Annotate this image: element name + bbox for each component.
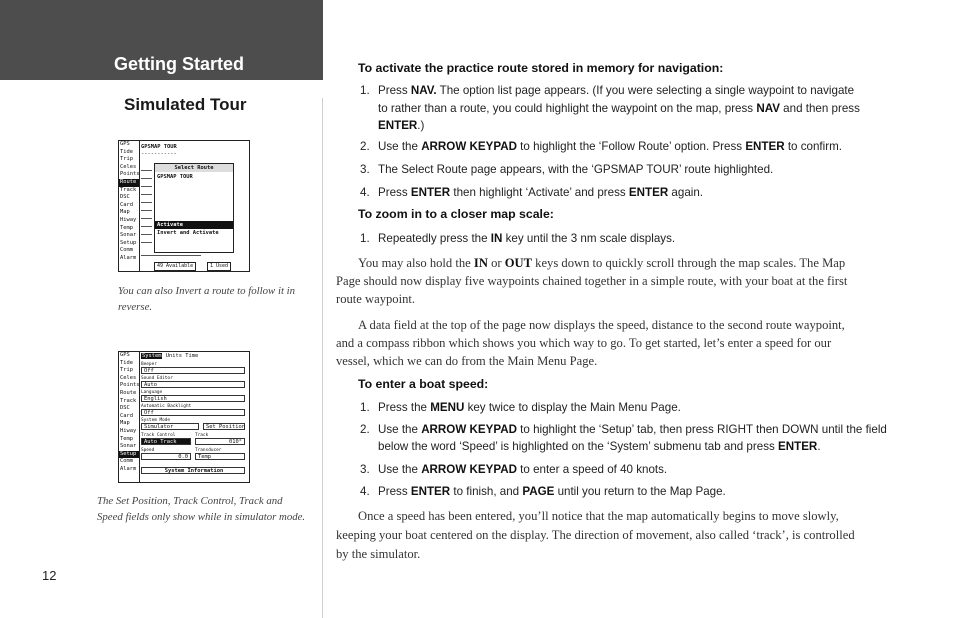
screen-tab-map[interactable]: Map <box>120 420 130 427</box>
screen-tab-sonar[interactable]: Sonar <box>120 443 137 450</box>
available-count-box <box>154 262 196 271</box>
subtitle: Simulated Tour <box>124 95 247 114</box>
step-number: 1. <box>360 84 370 97</box>
beeper-field[interactable]: Off <box>141 367 245 374</box>
caption-simulator-fields: The Set Position, Track Control, Track and Speed fields only show while in simulator mode. <box>97 495 306 523</box>
setup-subtabs <box>141 353 198 359</box>
screen-tab-tide[interactable]: Tide <box>120 359 133 366</box>
route-list-dashes: ----------- <box>141 151 177 157</box>
used-count: 1 <box>210 263 214 269</box>
screen-tab-setup[interactable]: Setup <box>120 239 137 246</box>
screen-tab-setup[interactable]: Setup <box>119 451 139 459</box>
screen-tab-map[interactable]: Map <box>120 209 130 216</box>
screen-tab-column <box>119 141 140 271</box>
popup-activate-option[interactable]: Activate <box>155 221 233 229</box>
sound-editor-field[interactable]: Auto <box>141 381 245 388</box>
paragraph-simulator-cont: keeping your boat centered on the display. The direction of movement, also called ‘track’, is controlled <box>336 528 855 542</box>
paragraph-data-field-cont: and a compass ribbon which shows you which way to go. To get started, let’s enter a speed for our <box>336 336 832 350</box>
track-control-label: Track Control <box>141 433 176 438</box>
screen-tab-points[interactable]: Points <box>120 171 140 178</box>
track-control-field[interactable]: Auto Track <box>141 438 191 445</box>
popup-invert-activate-option[interactable]: Invert and Activate <box>157 230 219 236</box>
page-number: 12 <box>42 568 57 583</box>
heading-boat-speed: To enter a boat speed: <box>358 377 489 391</box>
route-list-row <box>141 226 152 227</box>
screen-tab-card[interactable]: Card <box>120 201 133 208</box>
track-field[interactable]: 010° <box>195 438 245 445</box>
subtab-system[interactable]: System <box>142 353 162 359</box>
language-label: Language <box>141 390 163 395</box>
route-list-row <box>141 210 152 211</box>
screen-tab-celes[interactable]: Celes <box>120 374 137 381</box>
screen-tab-points[interactable]: Points <box>120 382 140 389</box>
route-list-row <box>141 170 152 171</box>
screen-tab-temp[interactable]: Temp <box>120 224 133 231</box>
backlight-label: Automatic Backlight <box>141 404 192 409</box>
speed-label: Speed <box>141 448 155 453</box>
set-position-button[interactable]: Set Position <box>203 423 245 430</box>
route-list-row <box>141 178 152 179</box>
speed-field[interactable]: 0.0 <box>141 453 191 460</box>
track-label: Track <box>195 433 209 438</box>
backlight-field[interactable]: Off <box>141 409 245 416</box>
column-divider <box>322 98 323 618</box>
used-label: Used <box>216 263 229 269</box>
transducer-field[interactable]: Temp <box>195 453 245 460</box>
screen-tab-trip[interactable]: Trip <box>120 156 133 163</box>
screen-tab-track[interactable]: Track <box>120 397 137 404</box>
available-count: 49 <box>157 263 164 269</box>
screen-tab-tide[interactable]: Tide <box>120 148 133 155</box>
route-list-row <box>141 234 152 235</box>
screen-tab-hiway[interactable]: Hiway <box>120 216 137 223</box>
available-label: Available <box>166 263 194 269</box>
route-list-row <box>141 255 201 256</box>
sound-editor-label: Sound Editor <box>141 376 173 381</box>
screen-tab-celes[interactable]: Celes <box>120 163 137 170</box>
screen-tab-card[interactable]: Card <box>120 412 133 419</box>
paragraph-map-scales-cont: Page should now display five waypoints chained together in a simple route, with your boat at the first <box>336 274 848 288</box>
route-page-screenshot <box>118 140 250 272</box>
paragraph-data-field-cont2: vessel, which we can do from the Main Menu Page. <box>336 354 598 368</box>
screen-tab-gps[interactable]: GPS <box>120 352 130 358</box>
beeper-label: Beeper <box>141 362 157 367</box>
screen-tab-trip[interactable]: Trip <box>120 367 133 374</box>
select-route-popup <box>154 163 234 253</box>
used-count-box <box>207 262 231 271</box>
heading-activate-route: To activate the practice route stored in memory for navigation: <box>358 61 724 75</box>
route-list-row <box>141 186 152 187</box>
screen-tab-column <box>119 352 140 482</box>
route-list-row <box>141 218 152 219</box>
screen-tab-temp[interactable]: Temp <box>120 435 133 442</box>
screen-tab-dsc[interactable]: DSC <box>120 194 130 201</box>
screen-tab-dsc[interactable]: DSC <box>120 405 130 412</box>
screen-tab-gps[interactable]: GPS <box>120 141 130 147</box>
screen-tab-track[interactable]: Track <box>120 186 137 193</box>
system-mode-label: System Mode <box>141 418 171 423</box>
transducer-label: Transducer <box>195 448 222 453</box>
paragraph-simulator: Once a speed has been entered, you’ll notice that the map automatically begins to move slowly, <box>358 509 839 523</box>
caption-invert-route: You can also Invert a route to follow it in reverse. <box>118 285 296 313</box>
setup-system-screenshot <box>118 351 250 483</box>
screen-tab-route[interactable]: Route <box>120 389 137 396</box>
screen-tab-sonar[interactable]: Sonar <box>120 232 137 239</box>
route-list-row <box>141 202 152 203</box>
heading-zoom: To zoom in to a closer map scale: <box>358 207 554 221</box>
popup-title: Select Route <box>155 164 233 172</box>
system-information-button[interactable]: System Information <box>141 467 245 474</box>
subtab-time[interactable]: Time <box>185 353 199 359</box>
system-mode-field[interactable]: Simulator <box>141 423 199 430</box>
language-field[interactable]: English <box>141 395 245 402</box>
paragraph-simulator-cont2: by the simulator. <box>336 547 421 561</box>
screen-tab-alarm[interactable]: Alarm <box>120 254 137 261</box>
screen-tab-route[interactable]: Route <box>119 179 139 187</box>
screen-tab-comm[interactable]: Comm <box>120 247 133 254</box>
screen-tab-alarm[interactable]: Alarm <box>120 465 137 472</box>
screen-tab-hiway[interactable]: Hiway <box>120 427 137 434</box>
route-list-row <box>141 194 152 195</box>
route-list-row <box>141 242 152 243</box>
screen-tab-comm[interactable]: Comm <box>120 458 133 465</box>
route-list-title: GPSMAP TOUR <box>141 144 177 150</box>
subtab-units[interactable]: Units <box>165 353 182 359</box>
paragraph-data-field: A data field at the top of the page now displays the speed, distance to the second route waypoint, <box>358 318 845 332</box>
paragraph-map-scales-cont2: route waypoint. <box>336 292 416 306</box>
popup-route-name[interactable]: GPSMAP TOUR <box>157 174 193 180</box>
paragraph-map-scales: You may also hold the IN or OUT keys down to quickly scroll through the map scales. The Map <box>358 256 846 270</box>
section-title: Getting Started <box>114 54 245 74</box>
